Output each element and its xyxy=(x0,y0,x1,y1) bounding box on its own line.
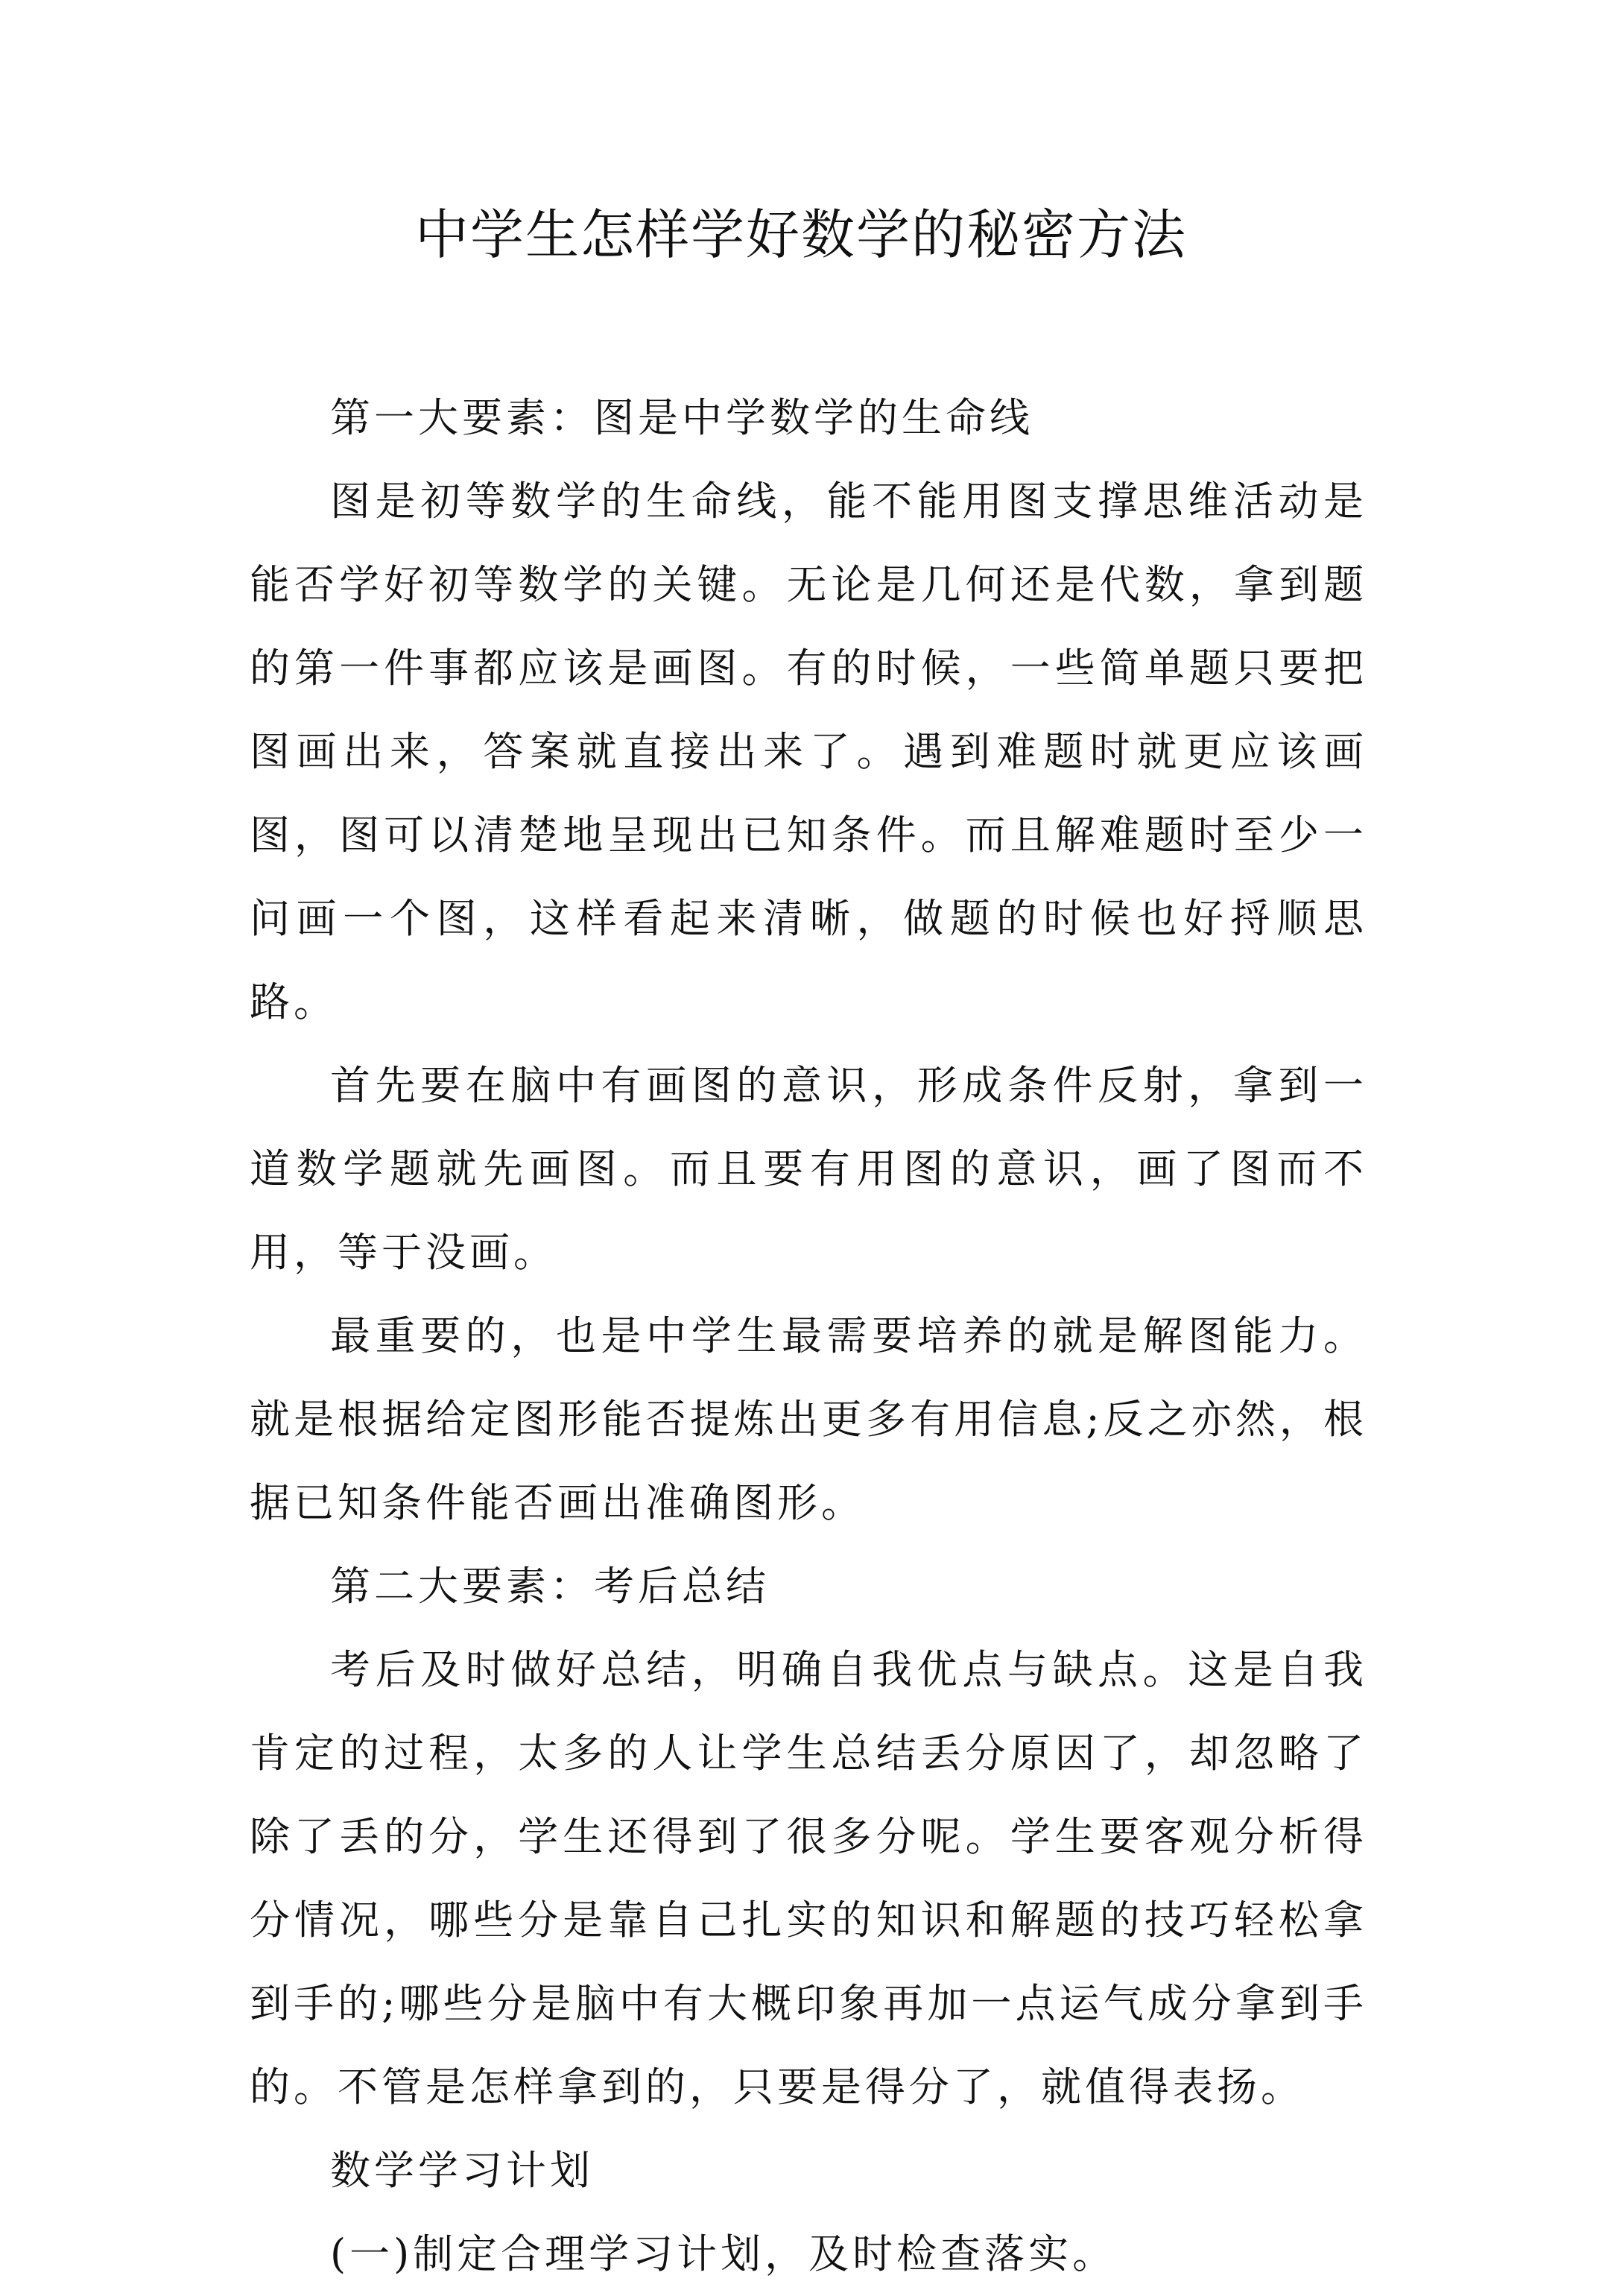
list-item-1: (一)制定合理学习计划，及时检查落实。 xyxy=(330,2230,1117,2277)
paragraph-1: 图是初等数学的生命线，能不能用图支撑思维活动是能否学好初等数学的关键。无论是几何还是代数，拿到题的第一件事都应该是画图。有的时候，一些简单题只要把图画出来，答案就直接出来了。遇到难题时就更应该画图，图可以清楚地呈现出已知条件。而且解难题时至少一问画一个图，这样看起来清晰，做题的时候也好捋顺思路。 xyxy=(250,478,1367,1025)
page-title: 中学生怎样学好数学的秘密方法 xyxy=(414,203,1187,266)
document-body xyxy=(250,376,1367,2296)
section-heading-2: 第二大要素：考后总结 xyxy=(330,1563,770,1610)
paragraph-4: 考后及时做好总结，明确自我优点与缺点。这是自我肯定的过程，太多的人让学生总结丢分原因了，却忽略了除了丢的分，学生还得到了很多分呢。学生要客观分析得分情况，哪些分是靠自己扎实的知识和解题的技巧轻松拿到手的;哪些分是脑中有大概印象再加一点运气成分拿到手的。不管是怎样拿到的，只要是得分了，就值得表扬。 xyxy=(250,1646,1367,2110)
paragraph-3: 最重要的，也是中学生最需要培养的就是解图能力。就是根据给定图形能否提炼出更多有用信息;反之亦然，根据已知条件能否画出准确图形。 xyxy=(250,1312,1367,1526)
section-heading-3: 数学学习计划 xyxy=(330,2147,594,2194)
paragraph-2: 首先要在脑中有画图的意识，形成条件反射，拿到一道数学题就先画图。而且要有用图的意识，画了图而不用，等于没画。 xyxy=(250,1062,1367,1276)
section-heading-1: 第一大要素：图是中学数学的生命线 xyxy=(330,394,1033,441)
